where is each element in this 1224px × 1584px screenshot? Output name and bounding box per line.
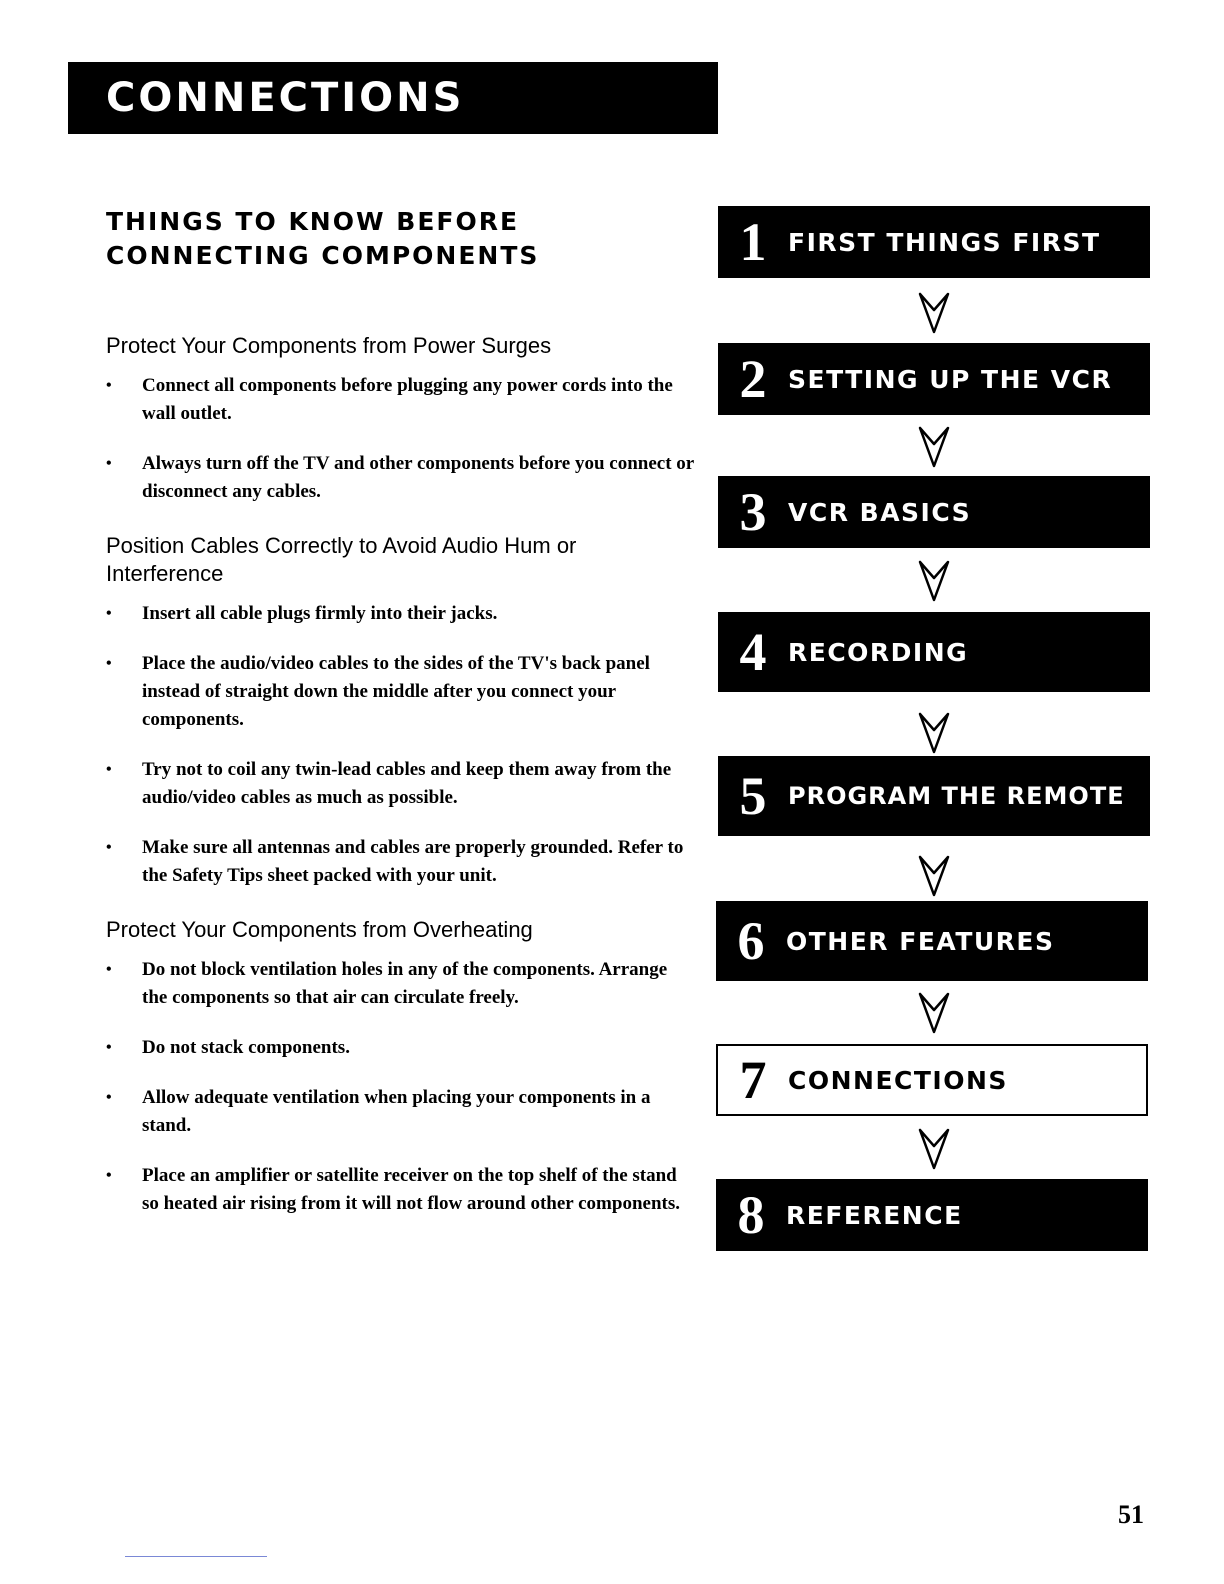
- chapter-title: CONNECTIONS: [106, 75, 465, 121]
- tip-group-cable-position: [106, 532, 696, 890]
- step-number: 4: [739, 622, 767, 682]
- step-label: RECORDING: [788, 637, 969, 667]
- chapter-step-8: [716, 1179, 1148, 1251]
- step-label: CONNECTIONS: [788, 1065, 1008, 1095]
- bullet-item: • Place the audio/video cables to the sides of the TV's back panel instead of straight down the middle after you connect your components.: [106, 650, 696, 734]
- step-number: 3: [739, 482, 767, 542]
- step-number: 6: [737, 911, 765, 971]
- bullet-list: [106, 600, 696, 890]
- chapter-header: [68, 62, 718, 134]
- bullet-item: • Try not to coil any twin-lead cables and keep them away from the audio/video cables as much as possible.: [106, 756, 696, 812]
- bullet-item: • Place an amplifier or satellite receiver on the top shelf of the stand so heated air rising from it will not flow around other components.: [106, 1162, 696, 1218]
- step-label: PROGRAM THE REMOTE: [788, 782, 1125, 810]
- bullet-item: • Connect all components before plugging any power cords into the wall outlet.: [106, 372, 696, 428]
- chapter-step-6: [716, 901, 1148, 981]
- chapter-step-1: [718, 206, 1150, 278]
- down-arrow-icon: [916, 426, 952, 468]
- bullet-list: [106, 956, 696, 1218]
- down-arrow-icon: [916, 292, 952, 334]
- tip-group-overheating: [106, 916, 696, 1218]
- section-title-line-1: THINGS TO KNOW BEFORE: [106, 207, 520, 236]
- bullet-item: • Insert all cable plugs firmly into their jacks.: [106, 600, 696, 628]
- step-label: VCR BASICS: [788, 497, 972, 527]
- page-number: 51: [1118, 1500, 1144, 1529]
- chapter-step-3: [718, 476, 1150, 548]
- bullet-item: • Do not block ventilation holes in any of the components. Arrange the components so that air can circulate freely.: [106, 956, 696, 1012]
- tips-content: [106, 332, 696, 1244]
- group-heading: Protect Your Components from Overheating: [106, 917, 533, 942]
- tip-group-power-surges: [106, 332, 696, 506]
- footer-rule: [125, 1556, 267, 1557]
- down-arrow-icon: [916, 992, 952, 1034]
- chapter-step-4: [718, 612, 1150, 692]
- chapter-step-2: [718, 343, 1150, 415]
- bullet-item: • Always turn off the TV and other components before you connect or disconnect any cables.: [106, 450, 696, 506]
- down-arrow-icon: [916, 560, 952, 602]
- down-arrow-icon: [916, 712, 952, 754]
- section-title: [106, 205, 666, 273]
- chapter-step-5: [718, 756, 1150, 836]
- step-label: REFERENCE: [786, 1200, 963, 1230]
- down-arrow-icon: [916, 855, 952, 897]
- step-label: FIRST THINGS FIRST: [788, 227, 1101, 257]
- bullet-item: • Do not stack components.: [106, 1034, 696, 1062]
- bullet-list: [106, 372, 696, 506]
- step-number: 1: [739, 212, 767, 272]
- group-heading: Position Cables Correctly to Avoid Audio Hum or Interference: [106, 533, 577, 586]
- section-title-line-2: CONNECTING COMPONENTS: [106, 241, 540, 270]
- bullet-item: • Make sure all antennas and cables are properly grounded. Refer to the Safety Tips sheet packed with your unit.: [106, 834, 696, 890]
- bullet-item: • Allow adequate ventilation when placing your components in a stand.: [106, 1084, 696, 1140]
- step-number: 2: [739, 349, 767, 409]
- chapter-step-7-current: [716, 1044, 1148, 1116]
- step-number: 8: [737, 1185, 765, 1245]
- group-heading: Protect Your Components from Power Surges: [106, 333, 552, 358]
- step-label: OTHER FEATURES: [786, 926, 1055, 956]
- down-arrow-icon: [916, 1128, 952, 1170]
- step-number: 5: [739, 766, 767, 826]
- step-number: 7: [739, 1050, 767, 1110]
- step-label: SETTING UP THE VCR: [788, 364, 1113, 394]
